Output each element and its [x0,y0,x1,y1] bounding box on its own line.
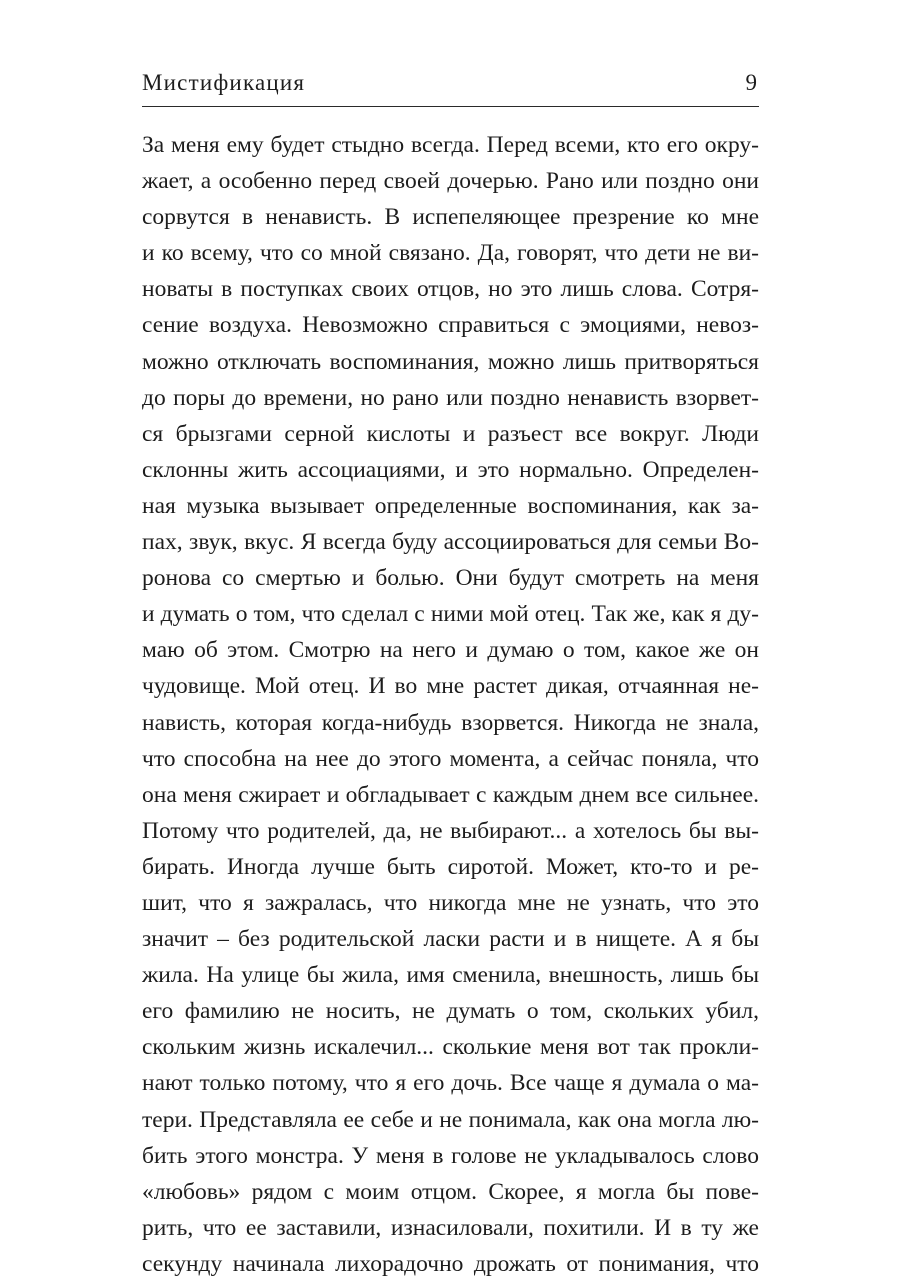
text-line: тери. Представляла ее себе и не понимала, как она могла лю- [142,1106,759,1133]
text-line: жает, а особенно перед своей дочерью. Рано или поздно они [142,168,759,195]
text-line: За меня ему будет стыдно всегда. Перед всеми, кто его окру- [142,132,759,158]
text-line: Потому что родителей, да, не выбирают... а хотелось бы вы- [142,817,759,844]
text-line: его фамилию не носить, не думать о том, скольких убил, [142,998,759,1025]
text-line: рить, что ее заставили, изнасиловали, похитили. И в ту же [142,1214,759,1241]
running-title: Мистификация [142,70,306,95]
header-rule [142,106,759,107]
text-line: нают только потому, что я его дочь. Все чаще я думала о ма- [142,1070,759,1097]
page-number: 9 [745,70,757,95]
text-line: секунду начинала лихорадочно дрожать от понимания, что [142,1250,759,1277]
book-page [142,0,759,1277]
text-line: скольким жизнь искалечил... сколькие меня вот так прокли- [142,1034,759,1061]
text-line: маю об этом. Смотрю на него и думаю о том, какое же он [142,637,759,664]
text-line: склонны жить ассоциациями, и это нормально. Определен- [142,456,759,483]
text-line: сение воздуха. Невозможно справиться с эмоциями, невоз- [142,312,759,339]
text-line: ся брызгами серной кислоты и разъест все вокруг. Люди [142,420,759,447]
text-line: ронова со смертью и болью. Они будут смотреть на меня [142,565,759,592]
text-line: и думать о том, что сделал с ними мой отец. Так же, как я ду- [142,601,759,628]
text-line: жила. На улице бы жила, имя сменила, внешность, лишь бы [142,962,759,989]
text-line: до поры до времени, но рано или поздно ненависть взорвет- [142,384,759,411]
text-line: она меня сжирает и обгладывает с каждым днем все сильнее. [142,781,759,808]
text-line: пах, звук, вкус. Я всегда буду ассоциироваться для семьи Во- [142,529,759,556]
running-header [142,68,759,102]
text-line: что способна на нее до этого момента, а сейчас поняла, что [142,745,759,772]
text-line: можно отключать воспоминания, можно лишь притворяться [142,348,759,375]
text-line: новаты в поступках своих отцов, но это лишь слова. Сотря- [142,276,759,303]
text-line: бить этого монстра. У меня в голове не укладывалось слово [142,1142,759,1169]
text-line: и ко всему, что со мной связано. Да, говорят, что дети не ви- [142,240,759,267]
text-line: «любовь» рядом с моим отцом. Скорее, я могла бы пове- [142,1178,759,1205]
text-line: шит, что я зажралась, что никогда мне не узнать, что это [142,889,759,916]
text-line: сорвутся в ненависть. В испепеляющее презрение ко мне [142,204,759,231]
text-line: чудовище. Мой отец. И во мне растет дикая, отчаянная не- [142,673,759,700]
text-line: ная музыка вызывает определенные воспоминания, как за- [142,492,759,519]
text-line: значит – без родительской ласки расти и в нищете. А я бы [142,926,759,953]
text-line: бирать. Иногда лучше быть сиротой. Может, кто-то и ре- [142,853,759,880]
body-text [142,127,759,1282]
text-line: нависть, которая когда-нибудь взорвется. Никогда не знала, [142,709,759,736]
